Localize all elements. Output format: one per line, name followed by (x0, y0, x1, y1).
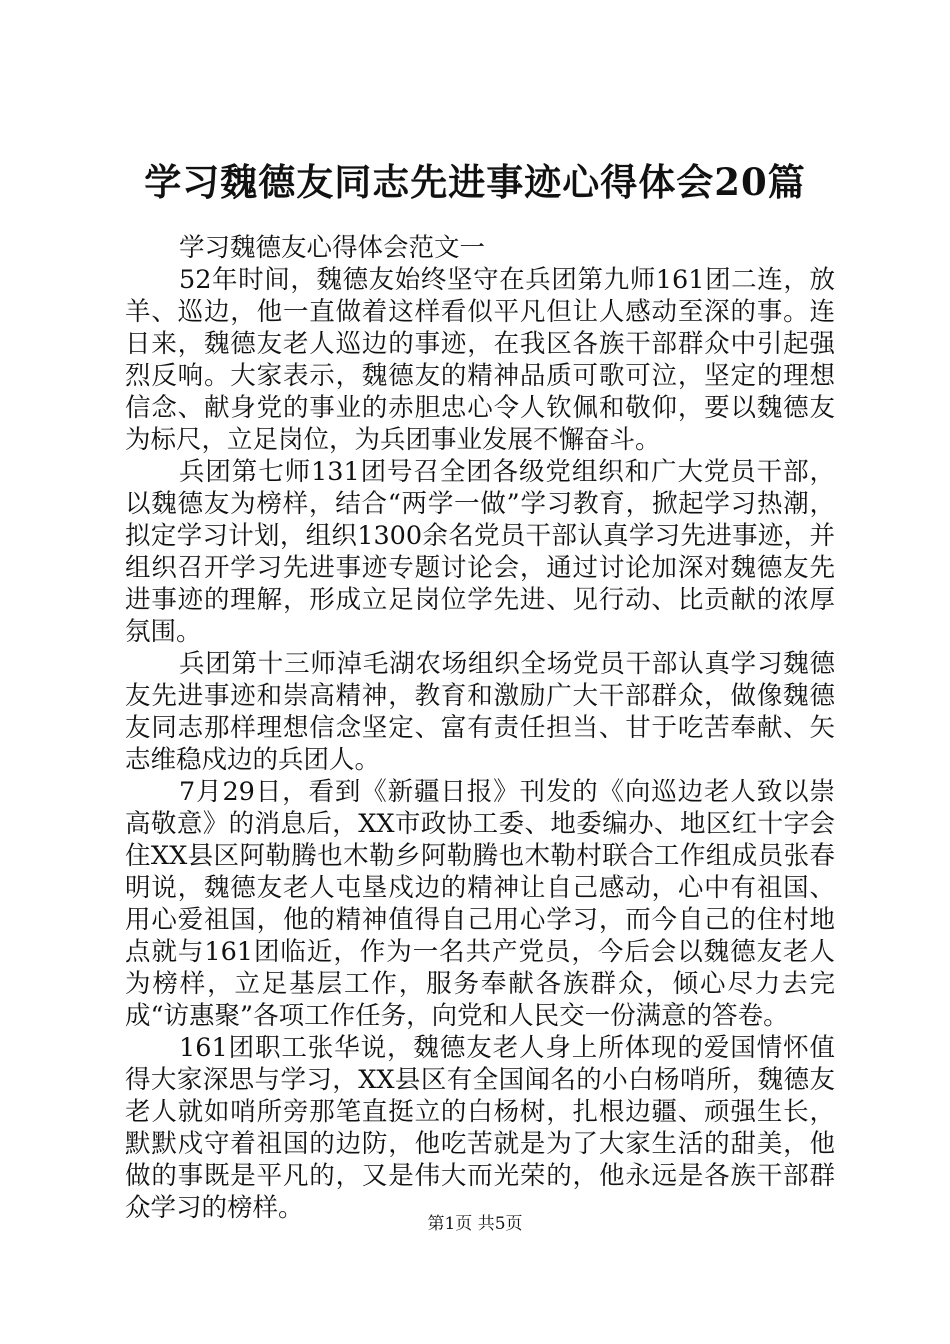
section-subheading: 学习魏德友心得体会范文一 (179, 233, 486, 263)
document-body (125, 232, 835, 1224)
paragraph-3: 兵团第十三师淖毛湖农场组织全场党员干部认真学习魏德友先进事迹和崇高精神，教育和激励广大干部群众，做像魏德友同志那样理想信念坚定、富有责任担当、甘于吃苦奉献、矢志维稳戍边的兵团人。 (125, 649, 835, 775)
paragraph-1: 52年时间，魏德友始终坚守在兵团第九师161团二连，放羊、巡边，他一直做着这样看似平凡但让人感动至深的事。连日来，魏德友老人巡边的事迹，在我区各族干部群众中引起强烈反响。大家表示，魏德友的精神品质可歌可泣，坚定的理想信念、献身党的事业的赤胆忠心令人钦佩和敬仰，要以魏德友为标尺，立足岗位，为兵团事业发展不懈奋斗。 (125, 265, 835, 455)
paragraph-4: 7月29日，看到《新疆日报》刊发的《向巡边老人致以崇高敬意》的消息后，XX市政协工委、地委编办、地区红十字会住XX县区阿勒腾也木勒乡阿勒腾也木勒村联合工作组成员张春明说，魏德友老人屯垦戍边的精神让自己感动，心中有祖国、用心爱祖国，他的精神值得自己用心学习，而今自己的住村地点就与161团临近，作为一名共产党员，今后会以魏德友老人为榜样，立足基层工作，服务奉献各族群众，倾心尽力去完成“访惠聚”各项工作任务，向党和人民交一份满意的答卷。 (125, 777, 835, 1031)
document-title: 学习魏德友同志先进事迹心得体会20篇 (144, 160, 806, 204)
page-number-footer: 第1页 共5页 (427, 1214, 523, 1234)
paragraph-5: 161团职工张华说，魏德友老人身上所体现的爱国情怀值得大家深思与学习，XX县区有全国闻名的小白杨哨所，魏德友老人就如哨所旁那笔直挺立的白杨树，扎根边疆、顽强生长，默默戍守着祖国的边防，他吃苦就是为了大家生活的甜美，他做的事既是平凡的，又是伟大而光荣的，他永远是各族干部群众学习的榜样。 (125, 1033, 835, 1223)
paragraph-2: 兵团第七师131团号召全团各级党组织和广大党员干部，以魏德友为榜样，结合“两学一做”学习教育，掀起学习热潮，拟定学习计划，组织1300余名党员干部认真学习先进事迹，并组织召开学习先进事迹专题讨论会，通过讨论加深对魏德友先进事迹的理解，形成立足岗位学先进、见行动、比贡献的浓厚氛围。 (125, 457, 835, 647)
